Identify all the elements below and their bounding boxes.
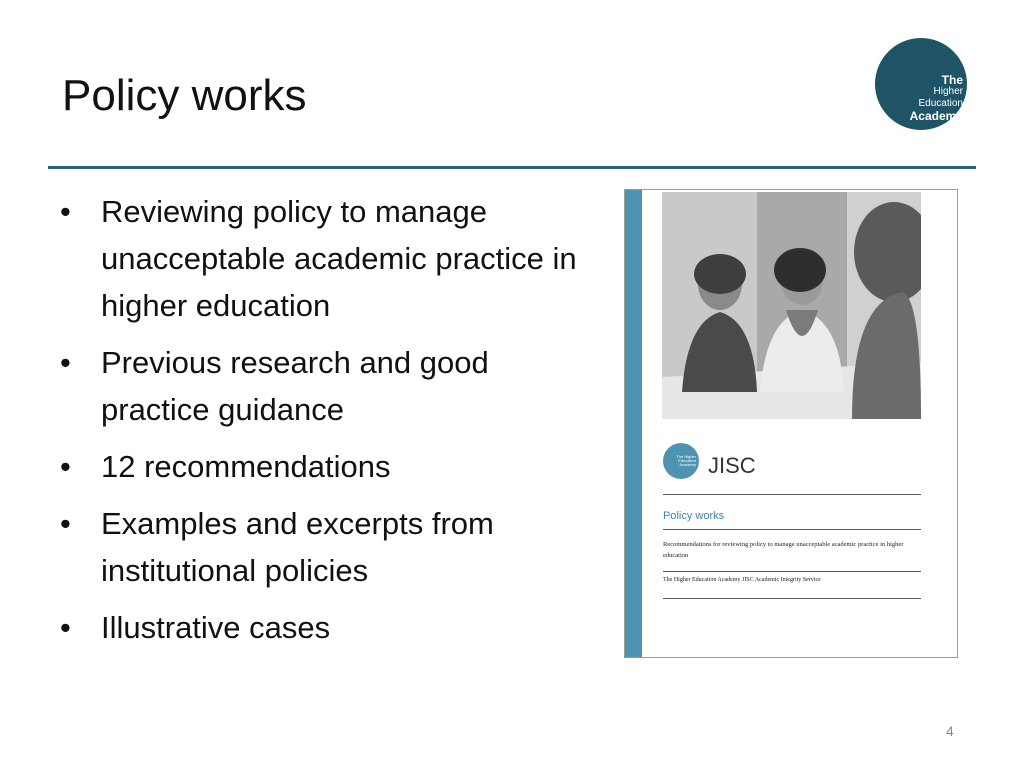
cover-publisher: The Higher Education Academy JISC Academic Integrity Service: [663, 577, 821, 583]
cover-title: Policy works: [663, 510, 725, 522]
jisc-logo: JISC: [708, 453, 756, 478]
bullet-list: [58, 188, 578, 661]
cover-photo: [662, 192, 921, 419]
logo-line-1: The: [941, 73, 963, 87]
hea-logo: [875, 38, 967, 130]
cover-rule: [663, 571, 921, 572]
slide-title: Policy works: [62, 71, 307, 120]
bullet-text: 12 recommendations: [101, 449, 391, 484]
title-divider: [48, 166, 976, 169]
logo-line-2: Higher: [933, 86, 963, 97]
cover-subtitle: Recommendations for reviewing policy to manage unacceptable academic practice in higher education: [663, 541, 904, 559]
cover-rule: [663, 598, 921, 599]
bullet-item: • Reviewing policy to manage unacceptable academic practice in higher education: [60, 194, 577, 323]
page-number: 4: [946, 723, 954, 739]
report-cover-image: [624, 189, 958, 658]
cover-spine: [625, 190, 642, 657]
logo-line-4: Academy: [909, 109, 963, 123]
cover-hea-logo: [663, 443, 699, 479]
bullet-item: • Examples and excerpts from institutional policies: [60, 506, 494, 588]
cover-rule: [663, 494, 921, 495]
bullet-item: • Illustrative cases: [60, 610, 331, 645]
bullet-text: Examples and excerpts from institutional policies: [101, 506, 494, 588]
cover-rule: [663, 529, 921, 530]
bullet-text: Reviewing policy to manage unacceptable academic practice in higher education: [101, 194, 577, 323]
cover-logo-text: The Higher Education Academy: [676, 454, 696, 467]
logo-line-3: Education: [918, 98, 963, 109]
bullet-item: • 12 recommendations: [60, 449, 391, 484]
bullet-text: Illustrative cases: [101, 610, 331, 645]
bullet-text: Previous research and good practice guidance: [101, 345, 489, 427]
bullet-item: • Previous research and good practice guidance: [60, 345, 489, 427]
